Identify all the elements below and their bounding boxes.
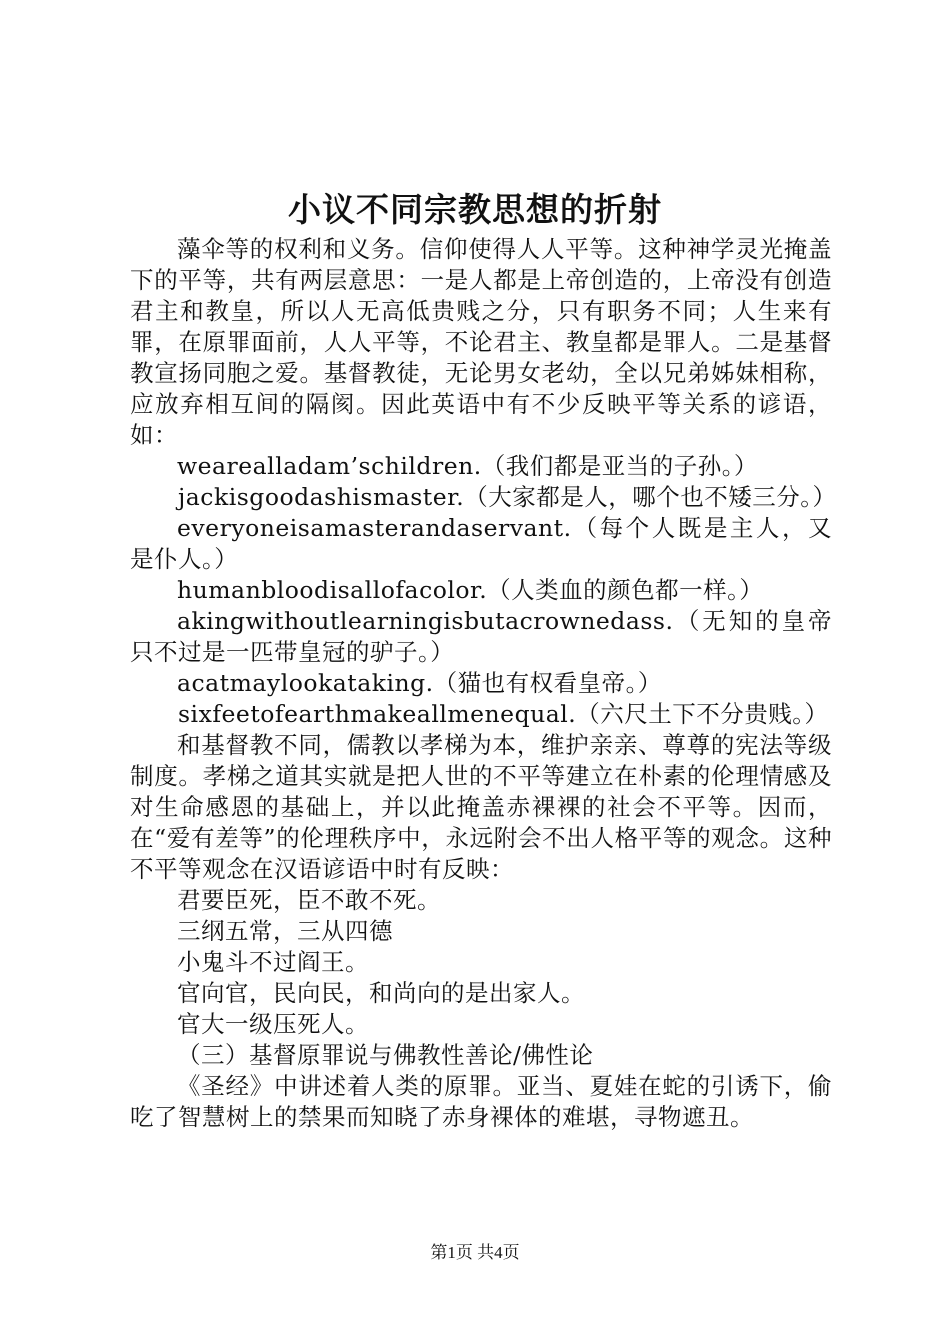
paragraph-original-sin: 《圣经》中讲述着人类的原罪。亚当、夏娃在蛇的引诱下，偷吃了智慧树上的禁果而知晓了赤身裸体的难堪，寻物遮丑。 (130, 1072, 832, 1131)
proverb-english-1: wearealladam’schildren.（我们都是亚当的子孙。） (177, 452, 758, 480)
proverb-chinese-2: 三纲五常，三从四德 (177, 917, 393, 945)
section-heading: （三）基督原罪说与佛教性善论/佛性论 (177, 1041, 594, 1069)
page-footer: 第1页 共4页 (430, 1243, 520, 1262)
proverb-english-2: jackisgoodashismaster.（大家都是人，哪个也不矮三分。） (178, 483, 837, 511)
proverb-english-7: sixfeetofearthmakeallmenequal.（六尺土下不分贵贱。） (178, 700, 829, 728)
document-body (130, 234, 837, 1133)
proverb-english-4: humanbloodisallofacolor.（人类血的颜色都一样。） (177, 576, 764, 604)
proverb-english-6: acatmaylookataking.（猫也有权看皇帝。） (177, 669, 662, 697)
paragraph-confucianism: 和基督教不同，儒教以孝梯为本，维护亲亲、尊尊的宪法等级制度。孝梯之道其实就是把人世的不平等建立在朴素的伦理情感及对生命感恩的基础上，并以此掩盖赤裸裸的社会不平等。因而，在“爱有差等”的伦理秩序中，永远附会不出人格平等的观念。这种不平等观念在汉语谚语中时有反映： (130, 731, 832, 883)
proverb-chinese-4: 官向官，民向民，和尚向的是出家人。 (177, 979, 585, 1007)
proverb-english-5: akingwithoutlearningisbutacrownedass.（无知的皇帝只不过是一匹带皇冠的驴子。） (130, 607, 832, 666)
paragraph-intro: 藻伞等的权利和义务。信仰使得人人平等。这种神学灵光掩盖下的平等，共有两层意思：一是人都是上帝创造的，上帝没有创造君主和教皇，所以人无高低贵贱之分，只有职务不同；人生来有罪，在原罪面前，人人平等，不论君主、教皇都是罪人。二是基督教宣扬同胞之爱。基督教徒，无论男女老幼，全以兄弟姊妹相称，应放弃相互间的隔阂。因此英语中有不少反映平等关系的谚语，如： (130, 235, 832, 449)
page-title: 小议不同宗教思想的折射 (288, 190, 662, 229)
proverb-chinese-3: 小鬼斗不过阎王。 (177, 948, 369, 976)
proverb-chinese-1: 君要臣死，臣不敢不死。 (177, 886, 441, 914)
proverb-english-3: everyoneisamasterandaservant.（每个人既是主人，又是仆人。） (130, 514, 832, 573)
proverb-chinese-5: 官大一级压死人。 (177, 1010, 369, 1038)
